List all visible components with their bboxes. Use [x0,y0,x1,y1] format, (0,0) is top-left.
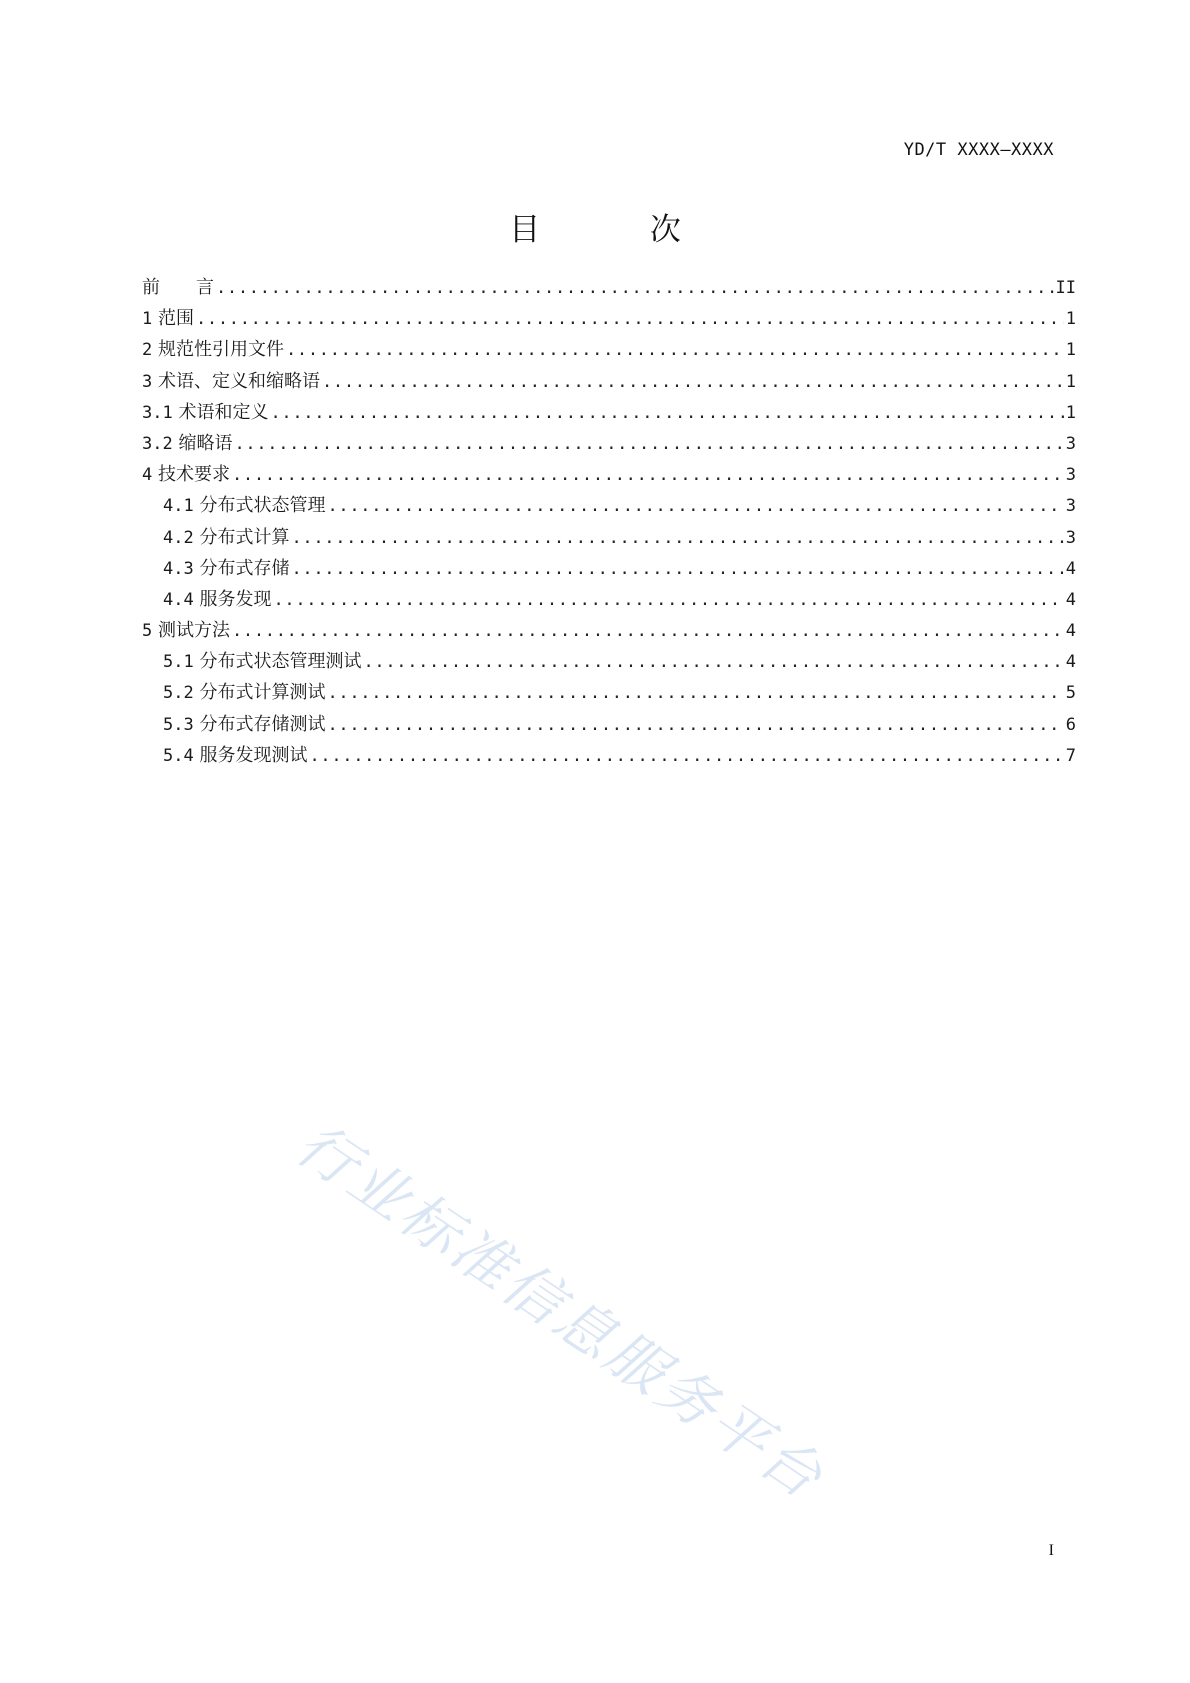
toc-entry-number: 3.1 [142,402,173,423]
toc-entry-number: 5 [142,621,153,642]
toc-dot-leader [363,647,1063,678]
toc-entry[interactable] [142,677,1076,708]
toc-entry-text: 分布式计算测试 [199,682,326,704]
toc-dot-leader [322,367,1064,398]
toc-entry[interactable] [142,397,1076,428]
toc-entry-text: 技术要求 [157,464,230,486]
toc-entry-label [163,584,271,616]
toc-entry-label [163,522,289,554]
toc-entry[interactable] [142,366,1076,397]
toc-entry-label [163,553,289,585]
toc-entry-text: 分布式状态管理测试 [199,651,362,673]
toc-entry-label [163,709,325,741]
toc-entry-text: 分布式存储测试 [199,713,326,735]
toc-entry-label [142,459,230,491]
toc-entry-text: 分布式计算 [199,526,290,548]
toc-entry-page: 6 [1065,714,1076,735]
toc-entry-page: 4 [1065,558,1076,579]
toc-entry-number: 5.3 [163,714,194,735]
toc-entry-text: 测试方法 [157,620,230,642]
toc-entry-label [163,490,325,522]
toc-entry-label [142,366,320,398]
page-number: I [1048,1542,1054,1559]
document-code: YD/T XXXX—XXXX [903,140,1054,160]
toc-entry-number: 4.1 [163,496,194,517]
toc-entry-page: 3 [1065,465,1076,486]
toc-dot-leader [327,710,1063,741]
toc-dot-leader [234,429,1063,460]
toc-entry[interactable] [142,303,1076,334]
toc-entry-number: 4 [142,465,153,486]
toc-entry-number: 5.4 [163,745,194,766]
toc-entry-label [142,397,268,429]
toc-entry-text: 缩略语 [178,432,233,454]
toc-dot-leader [327,678,1063,709]
toc-dot-leader [216,273,1054,304]
toc-title: 目 次 [509,212,731,248]
toc-entry-text: 术语、定义和缩略语 [157,370,320,392]
toc-entry-page: 1 [1065,340,1076,361]
toc-entry-number: 4.2 [163,527,194,548]
toc-entry[interactable] [142,490,1076,521]
toc-entry-text: 分布式状态管理 [199,495,326,517]
toc-dot-leader [327,491,1063,522]
toc-entry[interactable] [142,740,1076,771]
toc-entry-number: 3.2 [142,433,173,454]
toc-entry[interactable] [142,709,1076,740]
toc-entry-label [142,272,214,303]
toc-dot-leader [232,616,1064,647]
toc-entry-label [163,740,307,772]
toc-dot-leader [286,335,1064,366]
toc-entry[interactable] [142,334,1076,365]
toc-entry-label [163,677,325,709]
toc-entry-label [142,303,194,335]
toc-entry-text: 范围 [157,308,194,330]
toc-entry[interactable] [142,428,1076,459]
toc-entry-page: 1 [1065,309,1076,330]
toc-dot-leader [291,523,1063,554]
toc-entry-page: 3 [1065,433,1076,454]
toc-dot-leader [196,304,1064,335]
toc-entry[interactable] [142,272,1076,303]
toc-entry-page: 3 [1065,496,1076,517]
toc-entry[interactable] [142,584,1076,615]
toc-dot-leader [309,741,1063,772]
toc-entry-text: 服务发现测试 [199,744,308,766]
toc-entry-page: 1 [1065,402,1076,423]
toc-entry-page: 4 [1065,652,1076,673]
toc-entry-number: 3 [142,371,153,392]
toc-entry[interactable] [142,522,1076,553]
toc-entry[interactable] [142,615,1076,646]
toc-entry-number: 4.4 [163,589,194,610]
toc-entry-text: 规范性引用文件 [157,339,284,361]
toc-entry[interactable] [142,459,1076,490]
toc-entry-text: 服务发现 [199,588,272,610]
toc-entry-page: 4 [1065,589,1076,610]
toc-dot-leader [270,398,1063,429]
toc-dot-leader [273,585,1063,616]
toc-entry-number: 5.2 [163,683,194,704]
toc-entry[interactable] [142,553,1076,584]
toc-entry-text: 分布式存储 [199,557,290,579]
toc-entry-label [163,646,361,678]
toc-entry-label [142,334,284,366]
toc-entry-page: 3 [1065,527,1076,548]
toc-dot-leader [291,554,1063,585]
toc-entry-label [142,428,232,460]
toc-entry-text: 术语和定义 [178,401,269,423]
toc-entry-page: 5 [1065,683,1076,704]
toc-entry-number: 4.3 [163,558,194,579]
toc-entry-number: 5.1 [163,652,194,673]
toc-entry-text: 前 言 [142,277,214,298]
toc-entry-number: 2 [142,340,153,361]
table-of-contents [142,272,1076,771]
toc-entry-label [142,615,230,647]
toc-entry-page: 1 [1065,371,1076,392]
toc-entry-number: 1 [142,309,153,330]
toc-entry-page: 7 [1065,745,1076,766]
toc-entry-page: 4 [1065,621,1076,642]
toc-entry-page: II [1055,278,1076,298]
toc-dot-leader [232,460,1064,491]
toc-entry[interactable] [142,646,1076,677]
watermark: 行业标准信息服务平台 [284,1109,837,1513]
